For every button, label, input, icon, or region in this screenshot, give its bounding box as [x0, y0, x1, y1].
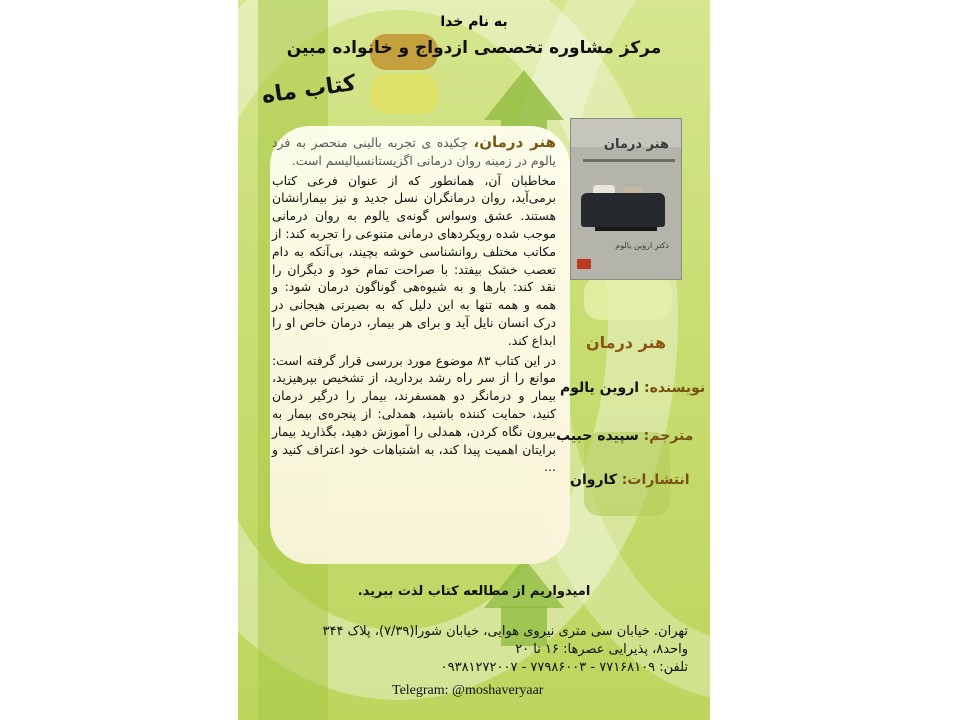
cover-subtitle-line — [583, 159, 675, 162]
topics-paragraph: در این کتاب ۸۳ موضوع مورد بررسی قرار گرفته است: موانع را از سر راه رشد بردارید، از تشخیص بپرهیزید، بیمار و درمانگر دو همسفرند، بیمار را درگیر درمان کنید، حمایت کننده باشید، همدلی: از پنجره‌ی بیمار به بیرون نگاه کردن، همدلی را آموزش دهید، بگذارید بیمار برایتان اهمیت پیدا کند، به اشتباهات خود اعتراف کنید و ... — [272, 352, 556, 475]
publisher-row — [570, 472, 690, 488]
telegram-handle: Telegram: @moshaveryaar — [392, 683, 544, 698]
cover-sofa-illustration — [581, 193, 665, 227]
closing-message: امیدواریم از مطالعه کتاب لذت ببرید. — [357, 584, 591, 599]
book-description — [272, 134, 556, 478]
intro-book-name: هنر درمان، — [473, 133, 556, 151]
translator-value: سپیده حبیب — [556, 428, 644, 444]
cover-publisher-logo — [577, 259, 591, 269]
author-row — [560, 380, 705, 396]
decor-arrow-up-lower — [484, 558, 564, 608]
phone-numbers: تلفن: ۷۷۱۶۸۱۰۹ - ۷۷۹۸۶۰۰۳ - ۰۹۳۸۱۲۷۲۰۰۷ — [440, 660, 688, 675]
basmala-heading: به نام خدا — [440, 14, 508, 30]
intro-text: چکیده ی تجربه بالینی منحصر به فرد یالوم در زمینه روان درمانی اگزیستانسیالیسم است. — [272, 135, 556, 168]
decor-arrow-up — [484, 70, 564, 120]
author-value: اروین یالوم — [560, 380, 644, 396]
publisher-value: کاروان — [570, 472, 622, 488]
book-cover-image — [570, 118, 682, 280]
translator-label: مترجم: — [643, 428, 694, 444]
decor-pill-right — [584, 276, 672, 320]
intro-paragraph — [272, 134, 556, 170]
audience-paragraph: مخاطبان آن، همانطور که از عنوان فرعی کتاب برمی‌آید، روان درمانگران نسل جدید و نیز بیمارانشان هستند. عشق وسواس گونه‌ی یالوم به روان درمانی موجب شده رویکردهای درمانی متنوعی را تجربه کند: از مکاتب مختلف روانشناسی خوشه بچیند، بی‌آنکه به دام تعصب خشک بیفتد: با صراحت تمام خود و دیگران را نقد کند: بارها و به شیوه‌هی گوناگون درمان شود: و همه و همه تنها به این دلیل که به بصیرتی هیجانی در درک انسان نایل آید و برای هر بیمار، درمان خاص او را ابداع کند. — [272, 172, 556, 348]
book-of-month-title: کتاب ماه — [260, 70, 358, 109]
address-line-1: تهران. خیابان سی متری نیروی هوایی، خیابان شورا(۷/۳۹)، پلاک ۳۴۴ — [322, 624, 688, 639]
decor-pill-yellow — [370, 74, 438, 114]
translator-row — [556, 428, 693, 444]
author-label: نویسنده: — [643, 380, 706, 396]
cover-title: هنر درمان — [603, 137, 669, 152]
book-title: هنر درمان — [586, 333, 667, 352]
center-name-heading: مرکز مشاوره تخصصی ازدواج و خانواده مبین — [286, 38, 662, 58]
publisher-label: انتشارات: — [621, 472, 690, 488]
address-line-2: واحد۸، پذیرایی عصرها: ۱۶ تا ۲۰ — [515, 642, 688, 657]
cover-author: دکتر اروین یالوم — [615, 241, 669, 250]
cover-sofa-base — [595, 227, 657, 231]
